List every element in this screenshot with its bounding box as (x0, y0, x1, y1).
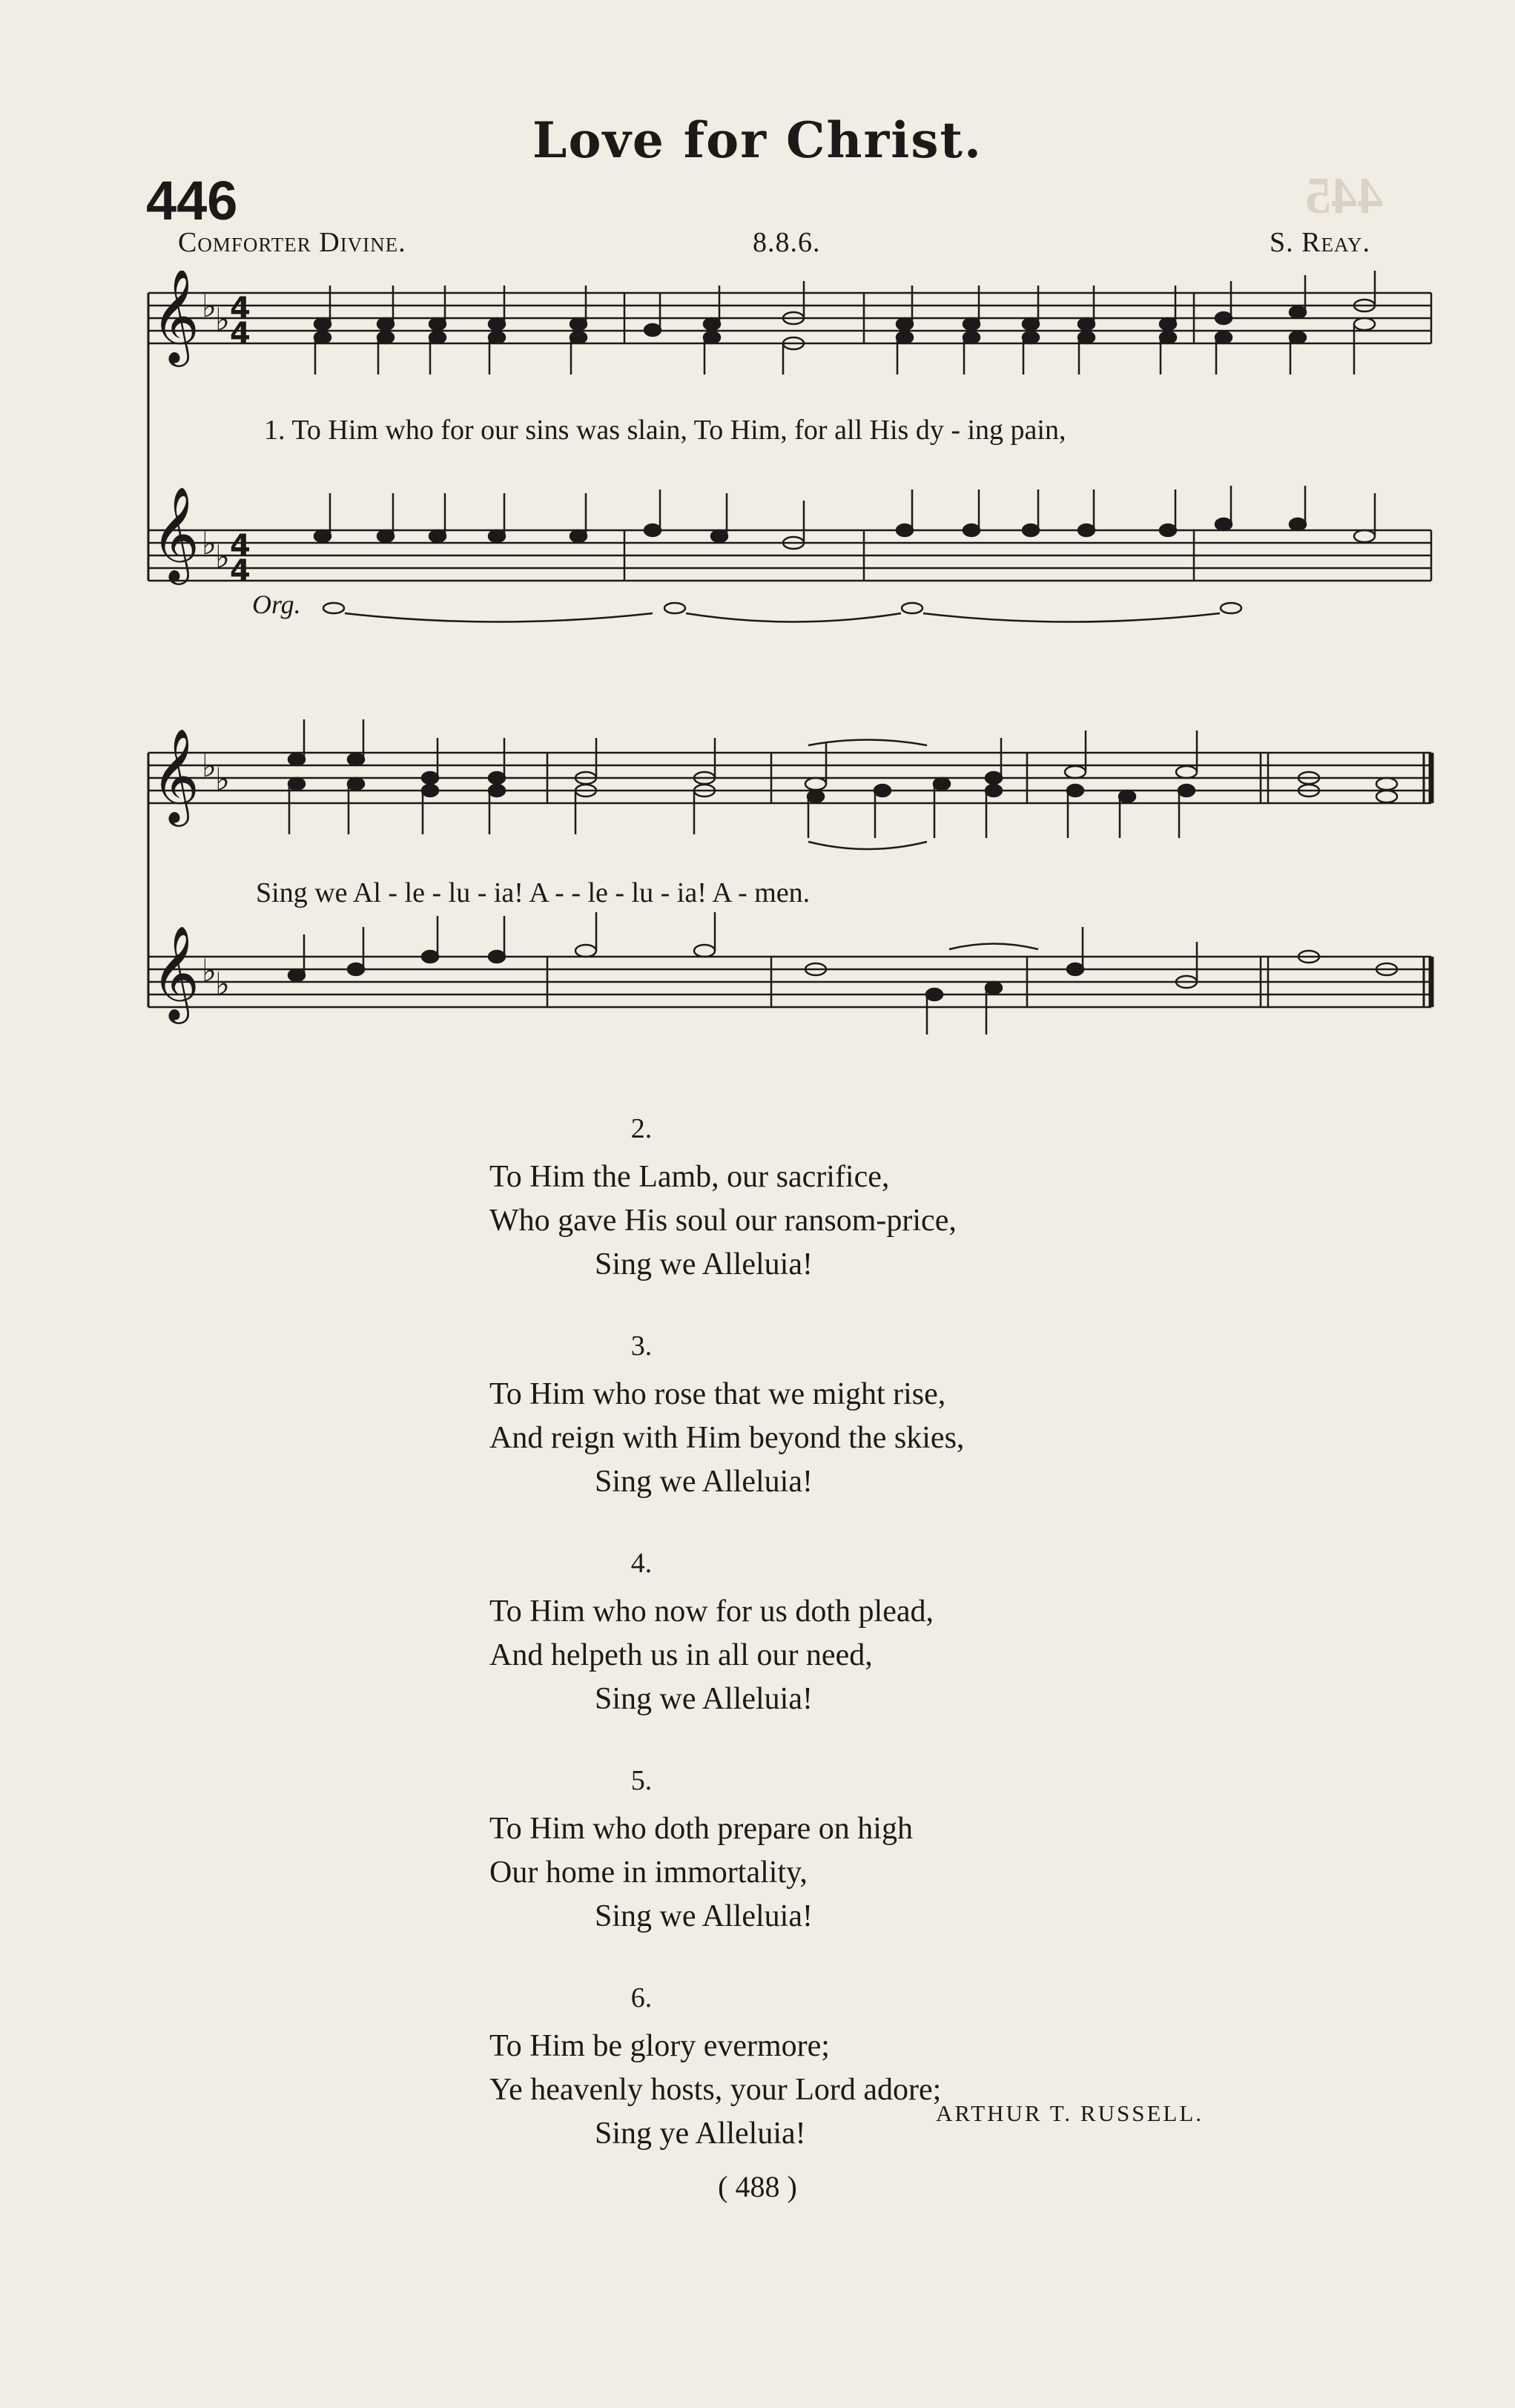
organ-label: Org. (252, 590, 301, 619)
verse-6 (489, 1982, 1157, 2156)
verse-refrain: Sing we Alleluia! (595, 1899, 813, 1933)
verse-line: To Him be glory evermore; (489, 2029, 830, 2063)
svg-text:♭: ♭ (215, 763, 230, 797)
svg-text:4: 4 (230, 554, 251, 588)
author: ARTHUR T. RUSSELL. (936, 2100, 1204, 2126)
verse-number: 2. (630, 1113, 653, 1144)
meter: 8.8.6. (753, 227, 821, 258)
verse-line: Our home in immortality, (489, 1856, 808, 1890)
lyrics-line-1: 1. To Him who for our sins was slain, To Him, for all His dy - ing pain, (264, 415, 1066, 446)
svg-text:4: 4 (230, 529, 251, 563)
verse-refrain: Sing ye Alleluia! (595, 2117, 806, 2151)
verse-refrain: Sing we Alleluia! (595, 1247, 813, 1281)
verse-line: To Him the Lamb, our sacrifice, (489, 1160, 890, 1194)
verse-line: To Him who doth prepare on high (489, 1812, 913, 1846)
page-number: ( 488 ) (718, 2170, 797, 2203)
verse-line: And helpeth us in all our need, (489, 1638, 873, 1672)
verse-line: Ye heavenly hosts, your Lord adore; (489, 2073, 942, 2107)
music-notation-system-1 (141, 271, 1439, 641)
bleed-through-hymn-number: 445 (1305, 168, 1383, 225)
verse-refrain: Sing we Alleluia! (595, 1682, 813, 1716)
music-system-1 (141, 271, 1439, 641)
svg-text:4: 4 (230, 291, 251, 326)
verse-2 (489, 1112, 1157, 1287)
verse-4 (489, 1547, 1157, 1721)
hymn-title: Love for Christ. (532, 111, 983, 169)
svg-text:♭: ♭ (215, 541, 230, 575)
tune-name: Comforter Divine. (178, 227, 406, 258)
verse-5 (489, 1764, 1157, 1939)
svg-text:♭: ♭ (202, 527, 217, 561)
svg-text:𝄞: 𝄞 (151, 728, 200, 822)
verse-number: 5. (630, 1765, 653, 1796)
svg-text:𝄞: 𝄞 (151, 925, 200, 1020)
verse-number: 3. (630, 1330, 653, 1362)
svg-text:♭: ♭ (202, 290, 217, 324)
svg-text:♭: ♭ (202, 954, 217, 989)
composer: S. Reay. (1270, 227, 1370, 258)
verse-refrain: Sing we Alleluia! (595, 1465, 813, 1499)
verse-number: 6. (630, 1982, 653, 2013)
svg-text:𝄞: 𝄞 (151, 486, 200, 581)
svg-text:♭: ♭ (202, 750, 217, 784)
svg-text:♭: ♭ (215, 968, 230, 1002)
verse-line: To Him who rose that we might rise, (489, 1377, 946, 1411)
verse-line: To Him who now for us doth plead, (489, 1594, 934, 1629)
lyrics-line-2: Sing we Al - le - lu - ia! A - - le - lu - ia! A - men. (256, 877, 811, 908)
hymn-number: 446 (146, 170, 238, 231)
svg-text:𝄞: 𝄞 (151, 271, 200, 363)
verses (489, 1112, 1157, 2199)
verse-line: Who gave His soul our ransom-price, (489, 1204, 957, 1238)
verse-number: 4. (630, 1548, 653, 1579)
verse-3 (489, 1330, 1157, 1504)
verse-line: And reign with Him beyond the skies, (489, 1421, 965, 1455)
svg-text:♭: ♭ (215, 303, 230, 337)
svg-text:4: 4 (230, 317, 251, 351)
